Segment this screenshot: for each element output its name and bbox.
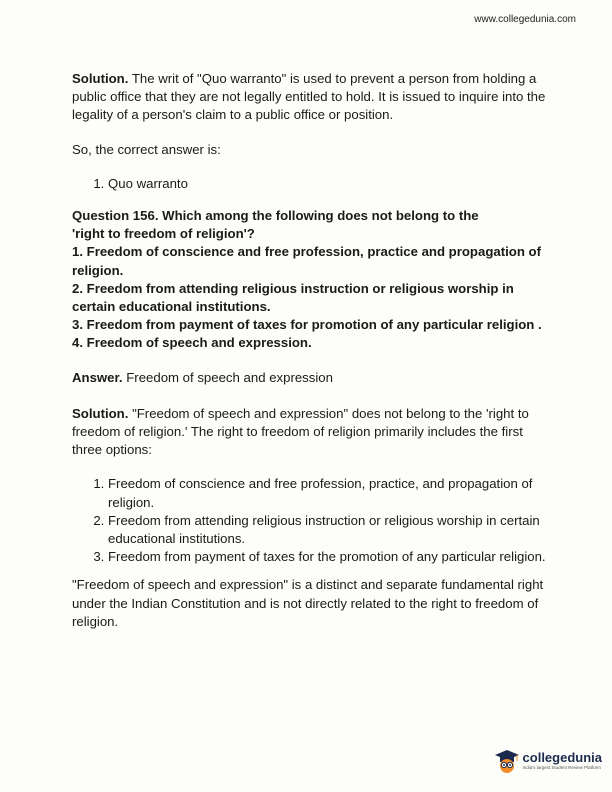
list-item: 2. Freedom from attending religious instruction or religious worship in certain educational institutions. (108, 512, 550, 548)
collegedunia-logo[interactable] (494, 748, 602, 774)
logo-text (523, 751, 602, 771)
list-item: 1. Quo warranto (108, 175, 550, 193)
header-url[interactable]: www.collegedunia.com (474, 14, 576, 25)
question-stem-line-1: Question 156. Which among the following does not belong to the (72, 208, 479, 224)
list-item: 3. Freedom from payment of taxes for the promotion of any particular religion. (108, 548, 550, 566)
solution-label: Solution. (72, 405, 129, 421)
mascot-icon (494, 748, 520, 774)
document-body (72, 70, 550, 631)
prev-solution-paragraph (72, 70, 550, 125)
solution-paragraph (72, 405, 550, 460)
correct-answer-list (72, 175, 550, 193)
question-option-4: 4. Freedom of speech and expression. (72, 335, 312, 351)
prev-solution-label: Solution. (72, 71, 129, 86)
logo-tagline: India's largest Student Review Platform (522, 765, 601, 770)
question-option-1: 1. Freedom of conscience and free profession, practice and propagation of religion. (72, 244, 541, 278)
question-stem-line-2: 'right to freedom of religion'? (72, 226, 255, 242)
answer-paragraph (72, 369, 550, 387)
question-option-2: 2. Freedom from attending religious instruction or religious worship in certain educational institutions. (72, 280, 514, 315)
solution-list (72, 475, 550, 566)
correct-answer-intro: So, the correct answer is: (72, 141, 221, 157)
solution-text: "Freedom of speech and expression" does not belong to the 'right to freedom of religion.' The right to freedom of religion primarily includes the first three options: (72, 405, 529, 458)
answer-text: Freedom of speech and expression (122, 369, 333, 385)
answer-label: Answer. (72, 369, 123, 385)
list-item: 1. Freedom of conscience and free profession, practice, and propagation of religion. (108, 475, 550, 511)
question-option-3: 3. Freedom from payment of taxes for promotion of any particular religion . (72, 317, 542, 333)
closing-paragraph: "Freedom of speech and expression" is a distinct and separate fundamental right under the Indian Constitution and is not directly related to the right to freedom of religion. (72, 577, 544, 629)
question-block (72, 207, 550, 353)
logo-brand: collegedunia (522, 750, 602, 765)
prev-solution-text: The writ of "Quo warranto" is used to prevent a person from holding a public office that they are not legally entitled to hold. It is issued to inquire into the legality of a person's claim to a public office or position. (72, 71, 546, 123)
